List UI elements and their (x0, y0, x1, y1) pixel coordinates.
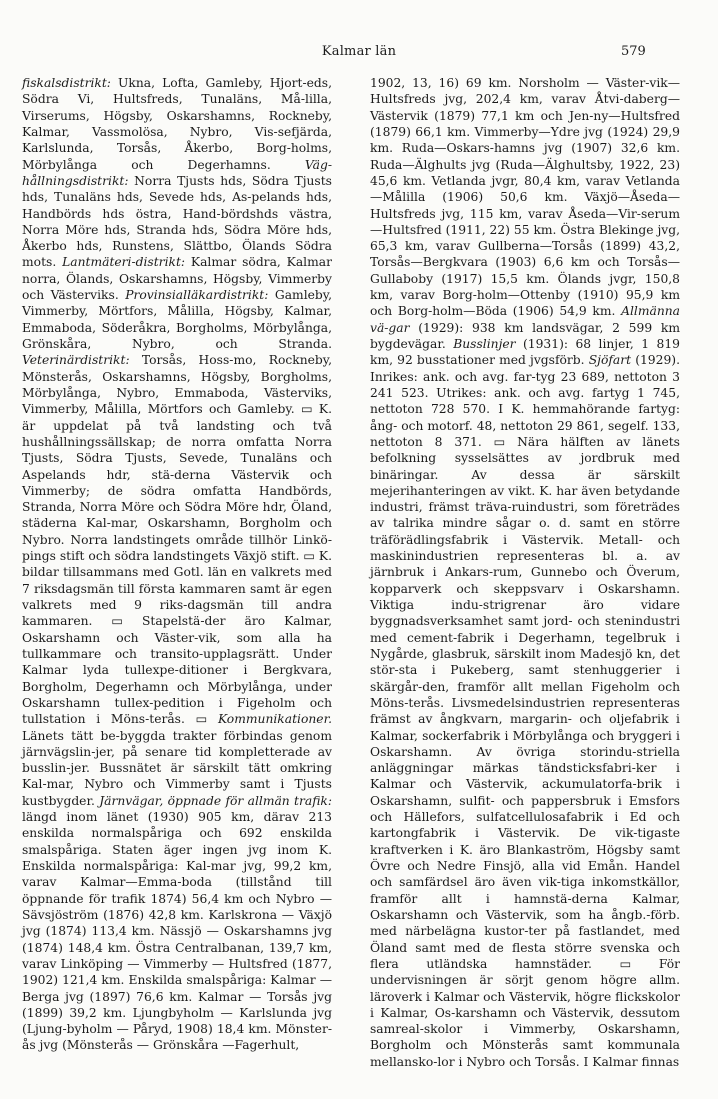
text-run: (1929). Inrikes: ank. och avg. far-tyg 23 689, nettoton 3 241 523. Utrikes: ank. och avg. fartyg 1 745, nettoton 728 570. I K. hemmahörande fartyg: ång- och motorf. 48, nettoton 29 861, segelf. 133, nettoton 8 371. ▭ Nära hälften av länets befolkning sysselsättes av jordbruk med binäringar. Av dessa är särskilt mejerihanteringen av vikt. K. har även betydande industri, främst träva-ruindustri, som företrädes av talrika mindre sågar o. d. samt en större träförädlingsfabrik i Västervik. Metall- och maskinindustrien representeras bl. a. av järnbruk i Ankars-rum, Gunnebo och Överum, kopparverk och skeppsvarv i Oskarshamn. Viktiga indu-strigrenar äro vidare byggnadsverksamhet samt jord- och stenindustri med cement-fabrik i Degerhamn, tegelbruk i Nygårde, glasbruk, särskilt inom Madesjö kn, det stör-sta i Pukeberg, samt stenhuggerier i skärgår-den, framför allt mellan Figeholm och Möns-terås. Livsmedelsindustrien representeras främst av ångkvarn, margarin- och oljefabrik i Kalmar, sockerfabrik i Mörbylånga och bryggeri i Oskarshamn. Av övriga storindu-striella anläggningar märkas tändsticksfabri-ker i Kalmar och Västervik, ackumulatorfa-brik i Oskarshamn, sulfit- och pappersbruk i Emsfors och Hällefors, sulfatcellulosafabrik i Ed och kartongfabrik i Västervik. De vik-tigaste kraftverken i K. äro Blankaström, Högsby samt Övre och Nedre Finsjö, alla vid Emån. Handel och samfärdsel äro även vik-tiga inkomstkällor, framför allt i hamnstä-derna Kalmar, Oskarshamn och Västervik, som ha ångb.-förb. med närbelägna kustor-ter på fastlandet, med Öland samt med de flesta större svenska och flera utländska hamnstäder. ▭ För undervisningen är sörjt genom högre allm. läroverk i Kalmar och Västervik, högre flickskolor i Kalmar, Os-karshamn och Västervik, dessutom samreal-skolor i Vimmerby, Oskarshamn, Borgholm och Mönsterås samt kommunala mellansko-lor i Nybro och Torsås. I Kalmar finnas (370, 353, 680, 1069)
text-run: (1929): 938 km landsvägar, 2 599 km bygdevägar. (370, 320, 680, 351)
section-heading: fiskalsdistrikt: (22, 76, 111, 90)
section-heading: Provinsialläkardistrikt: (125, 288, 269, 303)
section-heading: Veterinärdistrikt: (22, 353, 130, 368)
section-heading: Järnvägar, öppnade för allmän trafik: (99, 793, 333, 808)
section-heading: Lantmäteri-distrikt: (62, 255, 186, 270)
right-paragraph (370, 75, 680, 1070)
section-heading: Sjöfart (588, 353, 632, 368)
text-run: Torsås, Hoss-mo, Rockneby, Mönsterås, Oskarshamns, Högsby, Borgholms, Mörbylånga, Nybro, Emmaboda, Västerviks, Vimmerby, Målilla, Mörtfors och Gamleby. ▭ K. är uppdelat på två landsting och två hushållningssällskap; de norra omfatta Norra Tjusts, Södra Tjusts, Sevede, Tunaläns och Aspelands hdr, stä-derna Västervik och Vimmerby; de södra omfatta Handbörds, Stranda, Norra Möre och Södra Möre hdr, Öland, städerna Kal-mar, Oskarshamn, Borgholm och Nybro. Norra landstingets område tillhör Linkö-pings stift och södra landstingets Växjö stift. ▭ K. bildar tillsammans med Gotl. län en valkrets med 7 riksdagsmän till första kammaren samt är egen valkrets med 9 riks-dagsmän till andra kammaren. ▭ Stapelstä-der äro Kalmar, Oskarshamn och Väster-vik, som alla ha tullkammare och transito-upplagsrätt. Under Kalmar lyda tullexpe-ditioner i Bergkvara, Borgholm, Degerhamn och Mörbylånga, under Oskarshamn tullex-pedition i Figeholm och tullstation i Möns-terås. ▭ (22, 353, 332, 727)
right-column (370, 75, 680, 1070)
text-run: Länets tätt be-byggda trakter förbindas genom järnvägslin-jer, på senare tid kompletterade av busslin-jer. Bussnätet är särskilt tätt omkring Kal-mar, Nybro och Vimmerby samt i Tjusts kustbygder. (22, 728, 332, 808)
text-run: Kalmar södra, Kalmar norra, Ölands, Oskarshamns, Högsby, Vimmerby och Västerviks. (22, 255, 332, 303)
left-paragraph (22, 75, 332, 1054)
section-heading: Busslinjer (453, 337, 516, 351)
section-heading: Väg-hållningsdistrikt: (22, 157, 332, 188)
section-heading: Allmänna vä-gar (370, 304, 680, 335)
page-number: 579 (621, 44, 646, 59)
section-heading: Kommunikationer. (217, 712, 332, 727)
left-column (22, 75, 332, 1054)
text-run: Norra Tjusts hds, Södra Tjusts hds, Tunaläns hds, Sevede hds, As-pelands hds, Handbörds hds östra, Hand-bördshds västra, Norra Möre hds, Stranda hds, Södra Möre hds, Åkerbo hds, Runstens, Slättbo, Ölands Södra mots. (22, 173, 332, 270)
running-title: Kalmar län (321, 44, 397, 59)
text-run: Gamleby, Vimmerby, Mörtfors, Målilla, Högsby, Kalmar, Emmaboda, Söderåkra, Borgholms, Mörbylånga, Grönskåra, Nybro, och Stranda. (22, 288, 332, 351)
text-run: 1902, 13, 16) 69 km. Norsholm — Väster-vik—Hultsfreds jvg, 202,4 km, varav Åtvi-daberg—Västervik (1879) 77,1 km och Jen-ny—Hultsfred (1879) 66,1 km. Vimmerby—Ydre jvg (1924) 29,9 km. Ruda—Oskars-hamns jvg (1907) 32,6 km. Ruda—Älghults jvg (Ruda—Älghultsby, 1922, 23) 45,6 km. Vetlanda jvgr, 80,4 km, varav Vetlanda—Målilla (1906) 50,6 km. Växjö—Åseda—Hultsfreds jvg, 115 km, varav Åseda—Vir-serum—Hultsfred (1911, 22) 55 km. Östra Blekinge jvg, 65,3 km, varav Gullberna—Torsås (1899) 43,2, Torsås—Bergkvara (1903) 6,6 km och Torsås—Gullaboby (1917) 15,5 km. Ölands jvgr, 150,8 km, varav Borg-holm—Ottenby (1910) 95,9 km och Borg-holm—Böda (1906) 54,9 km. (370, 76, 680, 319)
text-run: Ukna, Lofta, Gamleby, Hjort-eds, Södra Vi, Hultsfreds, Tunaläns, Må-lilla, Virserums, Högsby, Oskarshamns, Rockneby, Kalmar, Vassmolösa, Nybro, Vis-sefjärda, Karlslunda, Torsås, Åkerbo, Borg-holms, Mörbylånga och Degerhamns. (22, 76, 332, 172)
text-run: (1931): 68 linjer, 1 819 km, 92 busstationer med jvgsförb. (370, 337, 680, 368)
text-run: längd inom länet (1930) 905 km, därav 213 enskilda normalspåriga och 692 enskilda smalspåriga. Staten äger ingen jvg inom K. Enskilda normalspåriga: Kal-mar jvg, 99,2 km, varav Kalmar—Emma-boda (tillstånd till öppnande för trafik 1874) 56,4 km och Nybro — Sävsjöström (1876) 42,8 km. Karlskrona — Växjö jvg (1874) 113,4 km. Nässjö — Oskarshamns jvg (1874) 148,4 km. Östra Centralbanan, 139,7 km, varav Linköping — Vimmerby — Hultsfred (1877, 1902) 121,4 km. Enskilda smalspåriga: Kalmar — Berga jvg (1897) 76,6 km. Kalmar — Torsås jvg (1899) 39,2 km. Ljungbyholm — Karlslunda jvg (Ljung-byholm — Påryd, 1908) 18,4 km. Mönster-ås jvg (Mönsterås — Grönskåra —Fagerhult, (22, 810, 332, 1053)
